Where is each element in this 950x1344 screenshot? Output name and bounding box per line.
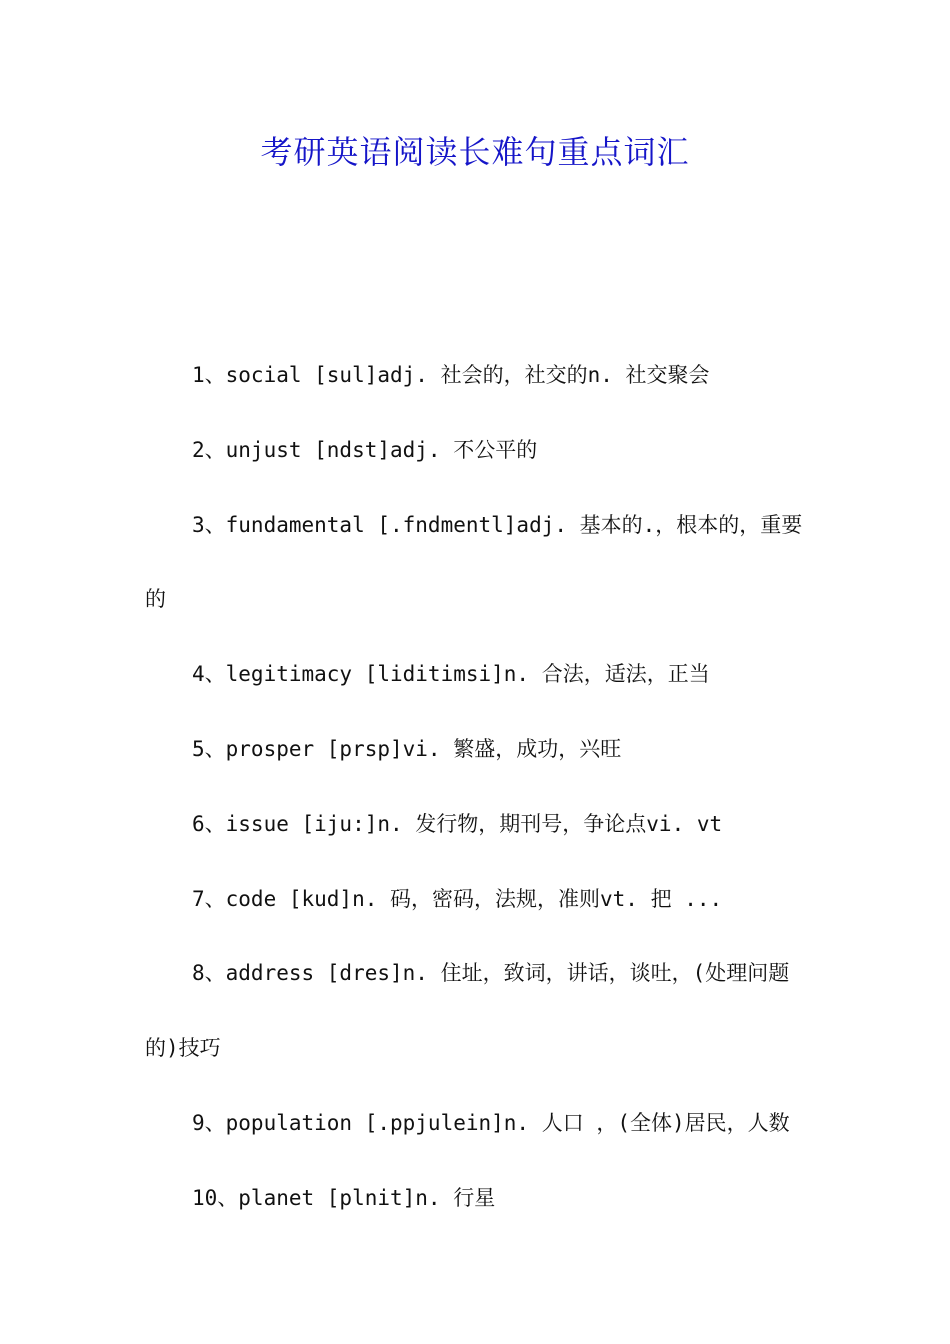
vocabulary-entry: 7、code [kud]n. 码，密码，法规，准则vt. 把 ... — [192, 886, 723, 911]
document-title: 考研英语阅读长难句重点词汇 — [260, 133, 690, 171]
vocabulary-entry: 3、fundamental [.fndmentl]adj. 基本的.，根本的，重要的 — [145, 512, 803, 612]
vocabulary-entry: 10、planet [plnit]n. 行星 — [192, 1185, 496, 1210]
vocabulary-entry: 1、social [sul]adj. 社会的，社交的n. 社交聚会 — [192, 363, 710, 387]
vocabulary-entry: 6、issue [iju:]n. 发行物，期刊号，争论点vi. vt — [192, 811, 723, 836]
vocabulary-entry: 5、prosper [prsp]vi. 繁盛，成功，兴旺 — [192, 736, 622, 761]
vocabulary-list — [145, 338, 813, 1236]
vocabulary-entry: 8、address [dres]n. 住址，致词，讲话，谈吐，(处理问题的)技巧 — [145, 961, 790, 1061]
vocabulary-entry: 2、unjust [ndst]adj. 不公平的 — [192, 437, 538, 462]
vocabulary-entry: 4、legitimacy [liditimsi]n. 合法，适法，正当 — [192, 662, 710, 687]
vocabulary-entry: 9、population [.ppjulein]n. 人口 ，(全体)居民，人数 — [192, 1110, 790, 1135]
